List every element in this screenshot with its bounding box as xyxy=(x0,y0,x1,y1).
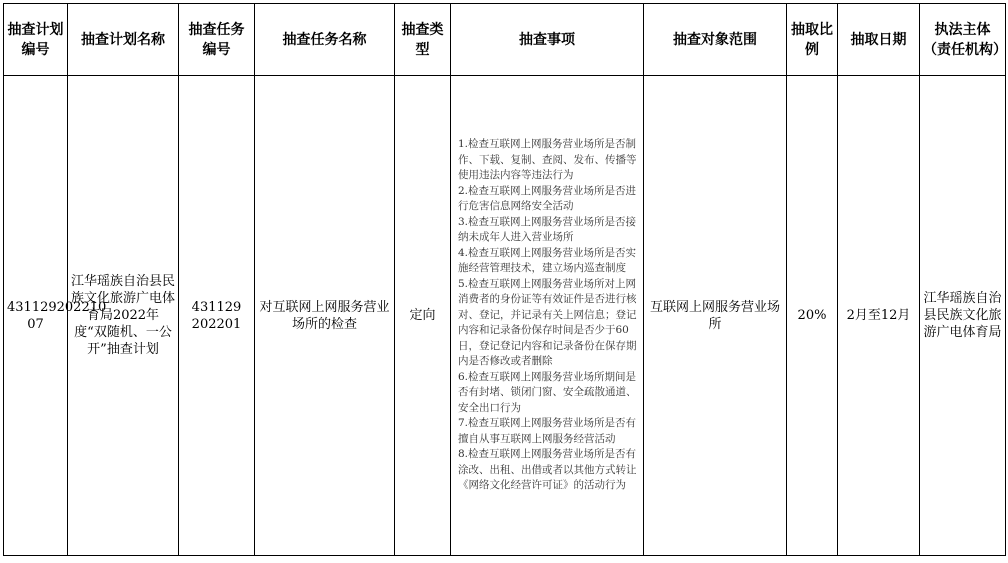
list-item: 8.检查互联网上网服务营业场所是否有涂改、出租、出借或者以其他方式转让《网络文化经营许可证》的活动行为 xyxy=(458,448,637,492)
cell-plan-no: 431129202210 07 xyxy=(4,76,68,556)
cell-ratio: 20% xyxy=(787,76,838,556)
cell-check-type: 定向 xyxy=(395,76,451,556)
list-item: 7.检查互联网上网服务营业场所是否有擅自从事互联网上网服务经营活动 xyxy=(458,417,637,445)
header-plan-name: 抽查计划名称 xyxy=(68,4,179,76)
inspection-plan-table xyxy=(3,3,1006,556)
list-item: 1.检查互联网上网服务营业场所是否制作、下载、复制、查阅、发布、传播等使用违法内容等违法行为 xyxy=(458,138,637,182)
list-item: 5.检查互联网上网服务营业场所对上网消费者的身份证等有效证件是否进行核对、登记，并记录有关上网信息；登记内容和记录备份保存时间是否少于60日，登记登记内容和记录备份在保存期内是否修改或者删除 xyxy=(458,277,637,368)
cell-scope: 互联网上网服务营业场所 xyxy=(644,76,787,556)
header-scope: 抽查对象范围 xyxy=(644,4,787,76)
header-check-type: 抽查类型 xyxy=(395,4,451,76)
cell-task-no: 431129 202201 xyxy=(179,76,255,556)
cell-date: 2月至12月 xyxy=(838,76,920,556)
header-task-name: 抽查任务名称 xyxy=(255,4,395,76)
cell-plan-name: 江华瑶族自治县民族文化旅游广电体育局2022年度“双随机、一公开”抽查计划 xyxy=(68,76,179,556)
cell-task-name: 对互联网上网服务营业场所的检查 xyxy=(255,76,395,556)
header-items: 抽查事项 xyxy=(451,4,644,76)
list-item: 3.检查互联网上网服务营业场所是否接纳未成年人进入营业场所 xyxy=(458,215,637,244)
header-date: 抽取日期 xyxy=(838,4,920,76)
table-row xyxy=(4,76,1006,556)
header-subject: 执法主体（责任机构） xyxy=(920,4,1006,76)
header-row xyxy=(4,4,1006,76)
cell-subject: 江华瑶族自治县民族文化旅游广电体育局 xyxy=(920,76,1006,556)
header-ratio: 抽取比例 xyxy=(787,4,838,76)
header-task-no: 抽查任务编号 xyxy=(179,4,255,76)
header-plan-no: 抽查计划编号 xyxy=(4,4,68,76)
cell-items xyxy=(451,76,644,556)
list-item: 2.检查互联网上网服务营业场所是否进行危害信息网络安全活动 xyxy=(458,184,637,213)
list-item: 4.检查互联网上网服务营业场所是否实施经营管理技术，建立场内巡查制度 xyxy=(458,246,637,275)
list-item: 6.检查互联网上网服务营业场所期间是否有封堵、锁闭门窗、安全疏散通道、安全出口行为 xyxy=(458,370,637,414)
